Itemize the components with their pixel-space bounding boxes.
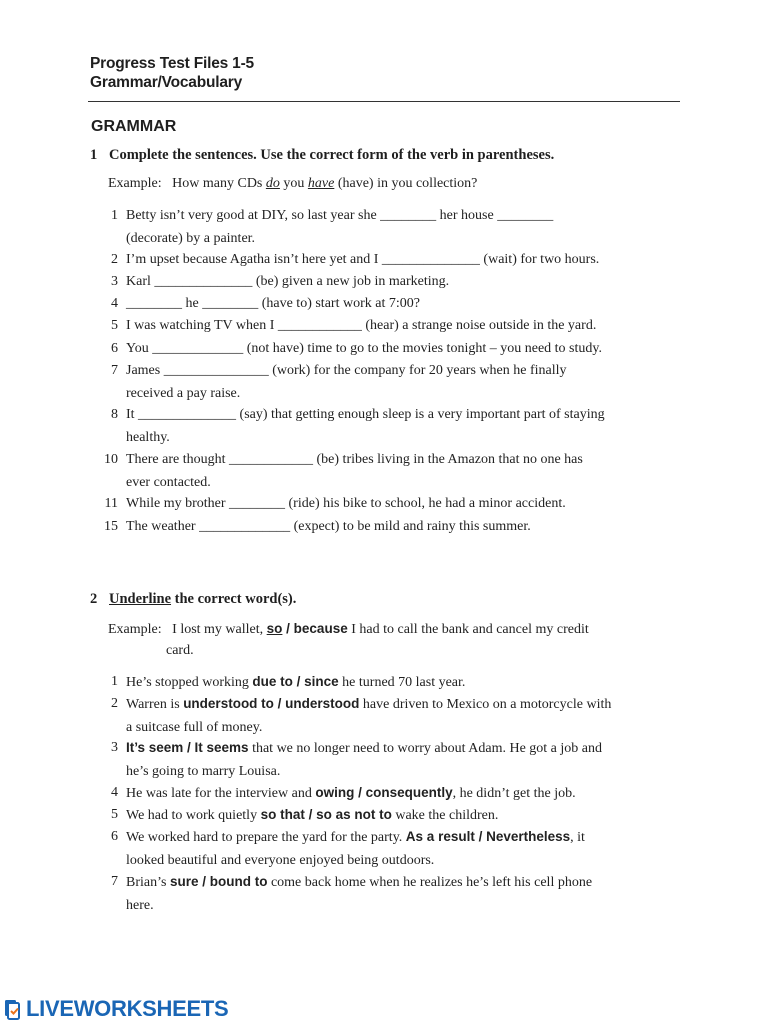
page-subtitle: Grammar/Vocabulary — [90, 74, 243, 91]
q1-item-number: 15 — [104, 519, 118, 534]
q2-choice[interactable]: It’s seem / It seems — [126, 740, 249, 755]
q2-item-text: have driven to Mexico on a motorcycle with — [359, 697, 612, 712]
q2-item-text: looked beautiful and everyone enjoyed being outdoors. — [126, 852, 435, 868]
q1-item-text: It ______________ (say) that getting enough sleep is a very important part of staying — [126, 407, 605, 422]
q2-item-text: We had to work quietly — [126, 808, 261, 823]
q2-item-number: 4 — [111, 785, 118, 800]
q1-item-number: 3 — [111, 274, 118, 289]
q1-item-text: healthy. — [126, 429, 170, 445]
q1-item-text: The weather _____________ (expect) to be mild and rainy this summer. — [126, 519, 531, 534]
q2-choice[interactable]: due to / since — [252, 674, 339, 689]
liveworksheets-logo — [4, 996, 228, 1022]
q1-item-text: Betty isn’t very good at DIY, so last year she ________ her house ________ — [126, 208, 554, 223]
q2-item-text: come back home when he realizes he’s left his cell phone — [267, 875, 593, 890]
q2-item-text: We worked hard to prepare the yard for the party. — [126, 830, 406, 845]
q1-example-label: Example: — [108, 176, 162, 191]
q1-item-number: 4 — [111, 296, 118, 311]
q2-item-text: , he didn’t get the job. — [452, 786, 576, 801]
q2-choice[interactable]: sure / bound to — [169, 874, 268, 889]
logo-icon — [4, 998, 24, 1020]
q1-example-do: do — [265, 176, 280, 191]
q2-item-text: wake the children. — [391, 808, 499, 823]
q2-example-label: Example: — [108, 622, 162, 637]
q1-heading — [90, 147, 690, 167]
q1-item-text: ________ he ________ (have to) start work at 7:00? — [126, 296, 420, 311]
logo-text: LIVEWORKSHEETS — [26, 996, 229, 1021]
q2-number: 2 — [90, 591, 98, 607]
q2-item-text: a suitcase full of money. — [126, 719, 263, 735]
q2-choice[interactable]: owing / consequently — [315, 785, 453, 800]
q1-item-number: 8 — [111, 407, 118, 422]
q2-instruction-underline: Underline — [109, 591, 172, 607]
q1-item-text: received a pay raise. — [126, 385, 241, 401]
q1-example: Example: How many CDs do you have (have) in you collection? — [108, 176, 478, 191]
q2-choice[interactable]: As a result / Nevertheless — [405, 829, 571, 844]
q1-item-text: (decorate) by a painter. — [126, 230, 256, 246]
q2-instruction: the correct word(s). — [174, 591, 297, 607]
q1-example-have: have — [307, 176, 335, 191]
q1-item-number: 7 — [111, 363, 118, 378]
q1-item-text: You _____________ (not have) time to go to the movies tonight – you need to study. — [126, 341, 602, 356]
page-title: Progress Test Files 1-5 — [90, 55, 254, 72]
q2-item-number: 2 — [111, 696, 118, 711]
q1-instruction: Complete the sentences. Use the correct form of the verb in parentheses. — [109, 147, 555, 163]
q2-example: Example: I lost my wallet, so / because I had to call the bank and cancel my credit card. — [108, 621, 589, 658]
q2-item-text: here. — [126, 897, 154, 913]
q2-heading — [90, 591, 690, 611]
q2-choice[interactable]: understood to / understood — [183, 696, 360, 711]
q1-item-text: While my brother ________ (ride) his bike to school, he had a minor accident. — [126, 496, 566, 511]
q1-item-number: 10 — [104, 452, 118, 467]
q2-item-number: 1 — [111, 674, 118, 689]
section-title: GRAMMAR — [91, 118, 177, 135]
q2-example-so: so — [266, 621, 283, 636]
q2-item-text: Warren is — [126, 697, 184, 712]
q2-item-text: that we no longer need to worry about Adam. He got a job and — [248, 741, 602, 756]
q2-item-text: he turned 70 last year. — [338, 675, 466, 690]
q2-item-number: 5 — [111, 807, 118, 822]
q2-item-number: 7 — [111, 874, 118, 889]
header-divider — [88, 101, 680, 102]
q1-item-number: 5 — [111, 318, 118, 333]
q2-choice[interactable]: so that / so as not to — [260, 807, 392, 822]
q2-item-text: Brian’s — [126, 875, 170, 890]
q2-item-text: He was late for the interview and — [126, 786, 316, 801]
q1-item-text: ever contacted. — [126, 474, 211, 490]
q1-item-number: 11 — [104, 496, 118, 511]
q1-item-number: 6 — [111, 341, 118, 356]
q1-item-number: 2 — [111, 252, 118, 267]
q2-item-text: he’s going to marry Louisa. — [126, 763, 281, 779]
q2-item-text: He’s stopped working — [126, 675, 253, 690]
q2-item-number: 3 — [111, 740, 118, 755]
q1-item-text: Karl ______________ (be) given a new job in marketing. — [126, 274, 450, 289]
q1-item-text: I’m upset because Agatha isn’t here yet and I ______________ (wait) for two hours. — [126, 252, 600, 267]
q1-item-number: 1 — [111, 208, 118, 223]
q2-item-number: 6 — [111, 829, 118, 844]
q1-item-text: James _______________ (work) for the company for 20 years when he finally — [126, 363, 567, 378]
q1-item-text: There are thought ____________ (be) tribes living in the Amazon that no one has — [126, 452, 583, 467]
q1-number: 1 — [90, 147, 98, 163]
q2-item-text: , it — [570, 830, 585, 845]
q1-item-text: I was watching TV when I ____________ (hear) a strange noise outside in the yard. — [126, 318, 597, 333]
